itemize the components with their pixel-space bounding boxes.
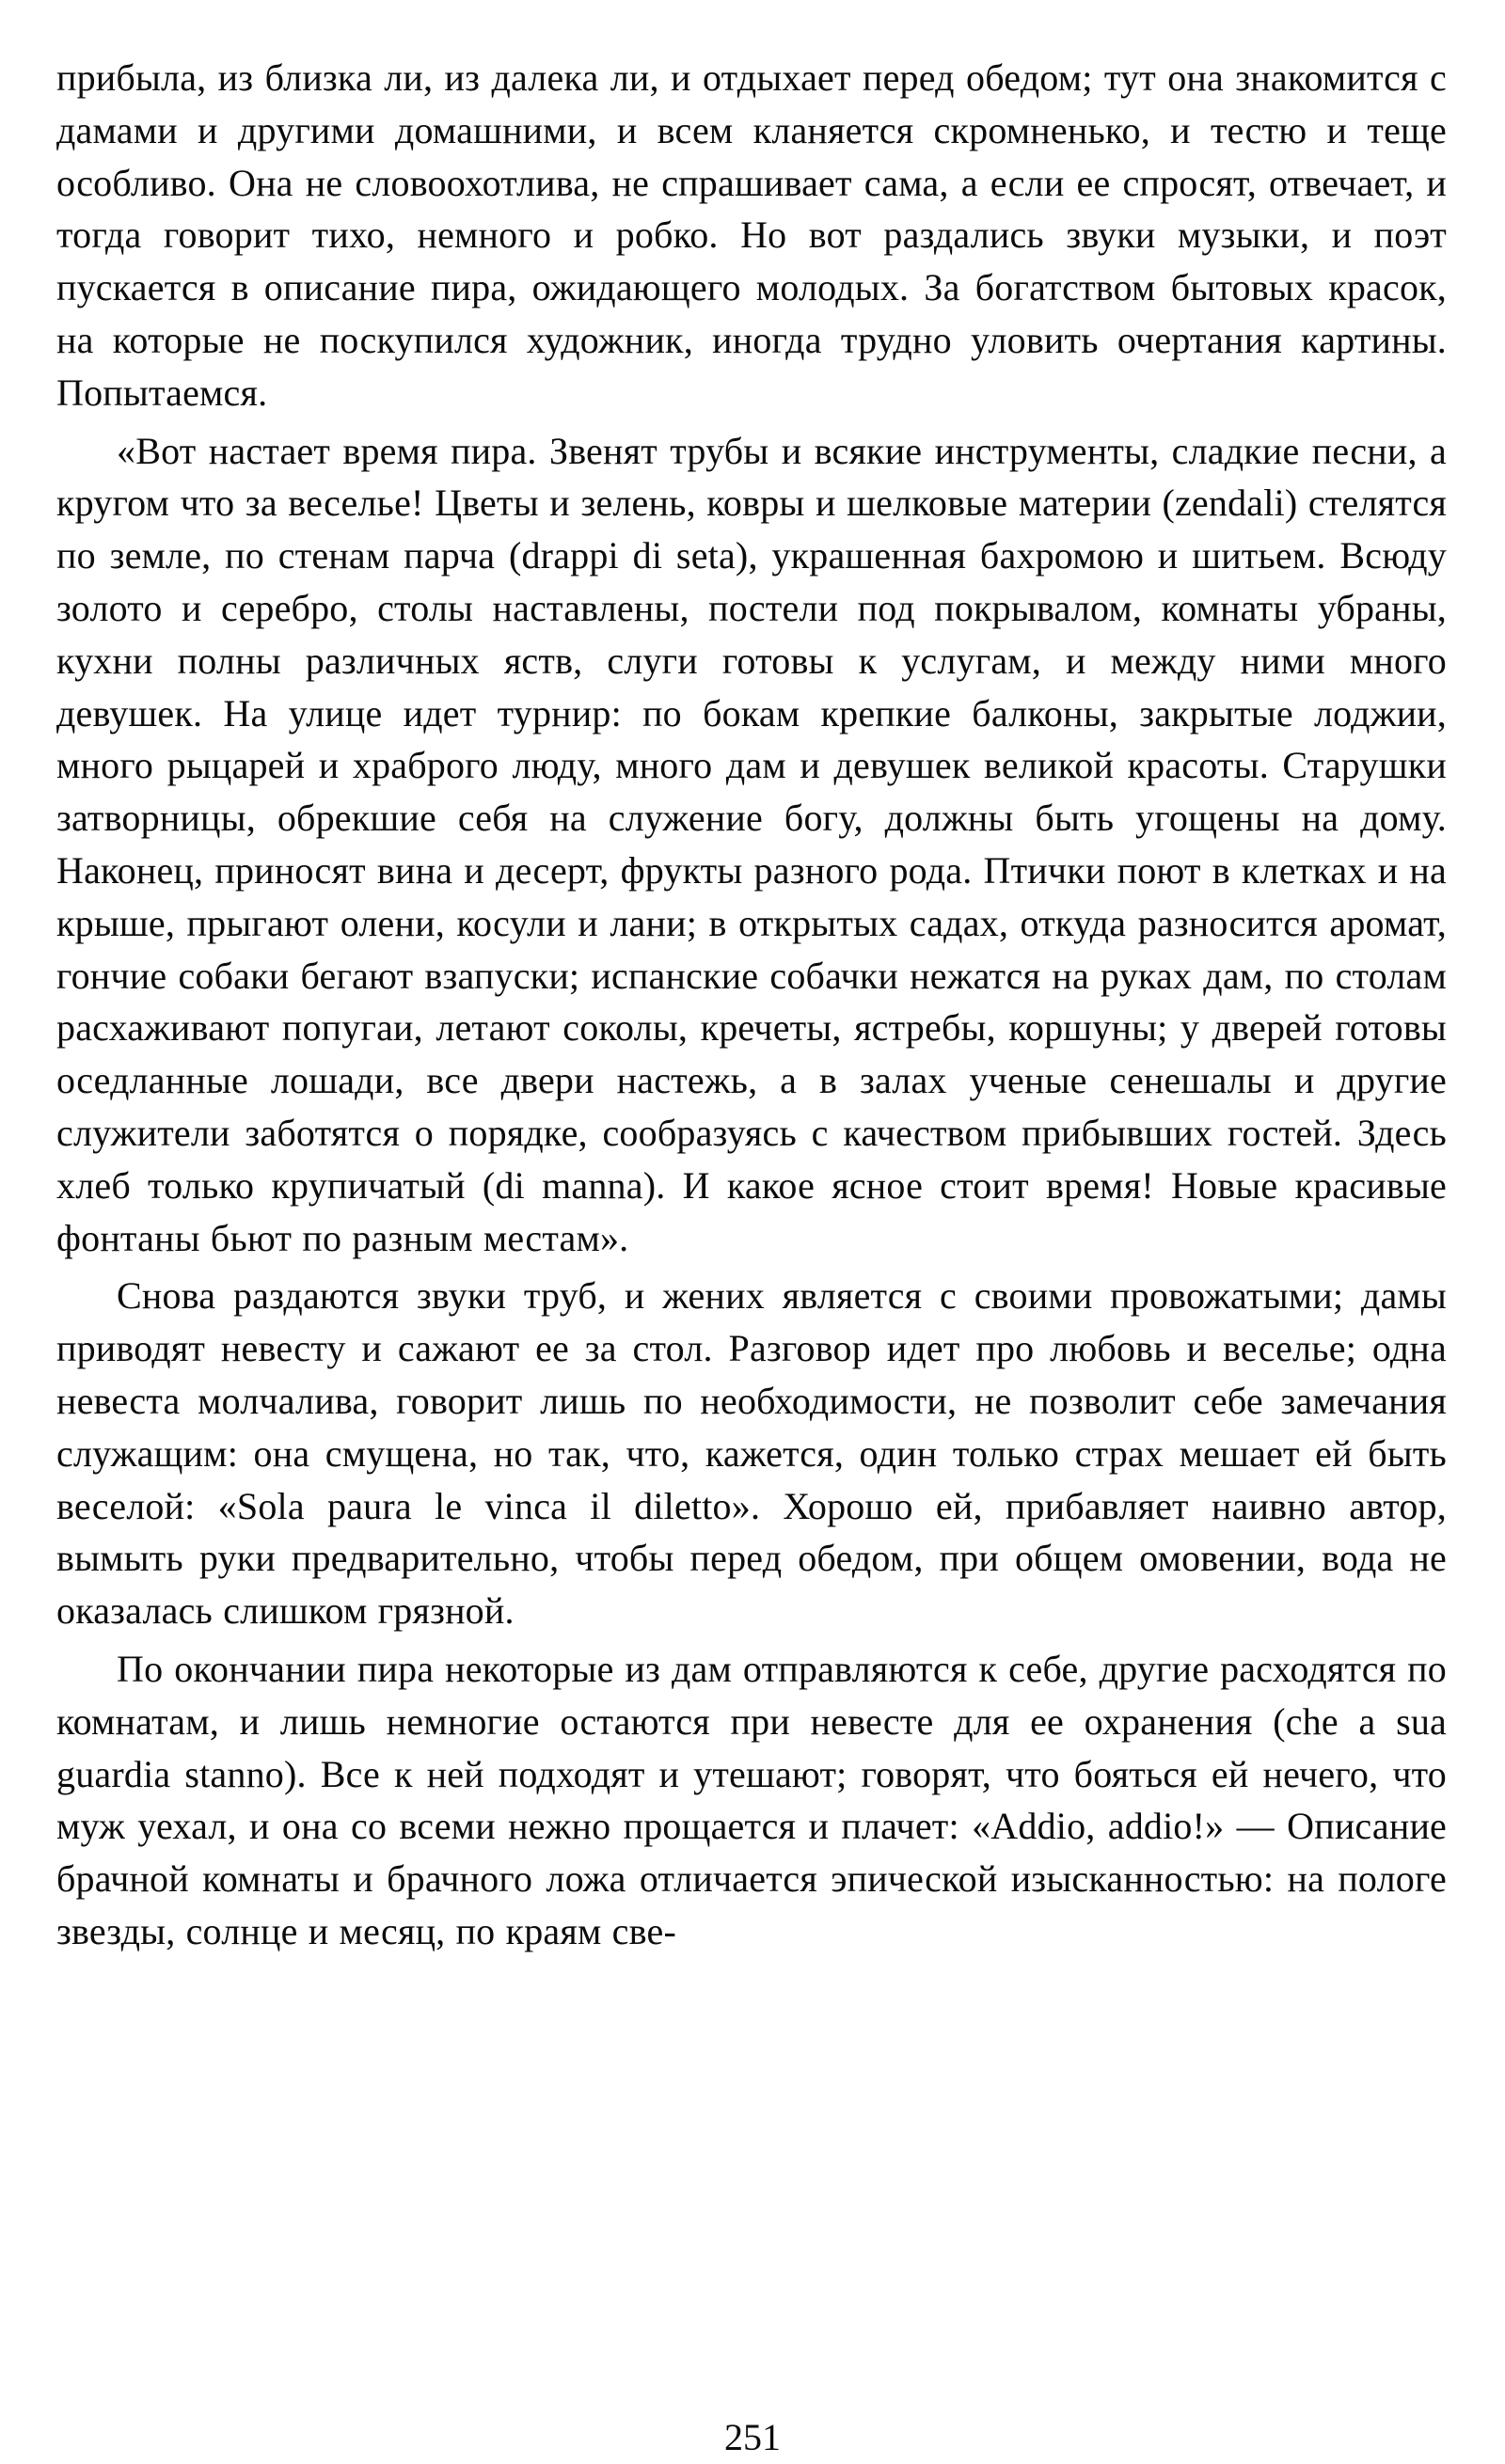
paragraph-3-groom-arrives: Снова раздаются звуки труб, и жених является с своими провожатыми; дамы приводят невесту и сажают ее за стол. Разговор идет про любовь и веселье; одна невеста молчалива, говорит лишь по необходимости, не позволит себе замечания служащим: она смущена, но так, что, кажется, один только страх мешает ей быть веселой: «Sola paura le vinca il diletto». Хорошо ей, прибавляет наивно автор, вымыть руки предварительно, чтобы перед обедом, при общем омовении, вода не оказалась слишком грязной. bbox=[56, 1274, 1447, 1633]
page-number: 251 bbox=[724, 2416, 781, 2458]
paragraph-2-feast-quote: «Вот настает время пира. Звенят трубы и всякие инструменты, сладкие песни, а кругом что за веселье! Цветы и зелень, ковры и шелковые материи (zendali) стелятся по земле, по стенам парча (drappi di seta), украшенная бахромою и шитьем. Всюду золото и серебро, столы наставлены, постели под покрывалом, комнаты убраны, кухни полны различных яств, слуги готовы к услугам, и между ними много девушек. На улице идет турнир: по бокам крепкие балконы, закрытые лоджии, много рыцарей и храброго люду, много дам и девушек великой красоты. Старушки затворницы, обрекшие себя на служение богу, должны быть угощены на дому. Наконец, приносят вина и десерт, фрукты разного рода. Птички поют в клетках и на крыше, прыгают олени, косули и лани; в открытых садах, откуда разносится аромат, гончие собаки бегают взапуски; испанские собачки нежатся на руках дам, по столам расхаживают попугаи, летают соколы, кречеты, ястребы, коршуны; у дверей готовы оседланные лошади, все двери настежь, а в залах ученые сенешалы и другие служители заботятся о порядке, сообразуясь с качеством прибывших гостей. Здесь хлеб только крупичатый (di manna). И какое ясное стоит время! Новые красивые фонтаны бьют по разным местам». bbox=[56, 429, 1447, 1259]
page-text-body bbox=[56, 52, 1447, 2403]
paragraph-1-continued: прибыла, из близка ли, из далека ли, и отдыхает перед обедом; тут она знакомится с дамами и другими домашними, и всем кланяется скромненько, и тестю и теще особливо. Она не словоохотлива, не спрашивает сама, а если ее спросят, отвечает, и тогда говорит тихо, немного и робко. Но вот раздались звуки музыки, и поэт пускается в описание пира, ожидающего молодых. За богатством бытовых красок, на которые не поскупился художник, иногда трудно уловить очертания картины. Попытаемся. bbox=[56, 56, 1447, 414]
paragraph-4-after-feast: По окончании пира некоторые из дам отправляются к себе, другие расходятся по комнатам, и лишь немногие остаются при невесте для ее охранения (che a sua guardia stanno). Все к ней подходят и утешают; говорят, что бояться ей нечего, что муж уехал, и она со всеми нежно прощается и плачет: «Addio, addio!» — Описание брачной комнаты и брачного ложа отличается эпической изысканностью: на пологе звезды, солнце и месяц, по краям све- bbox=[56, 1647, 1447, 1952]
